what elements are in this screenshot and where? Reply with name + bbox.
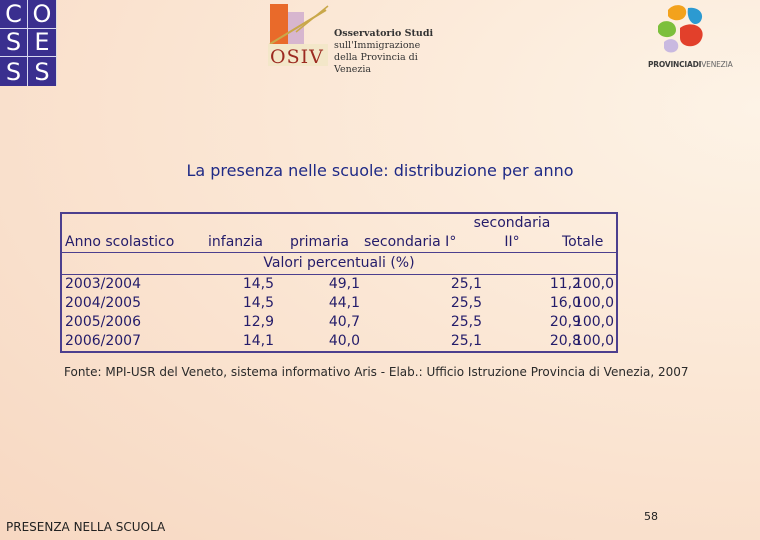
coses-letter: S [0,57,28,86]
cell-anno: 2004/2005 [65,295,141,311]
table-header-row [62,233,616,253]
provincia-emblem-icon [654,2,710,56]
osiv-description: Osservatorio Studi sull'Immigrazione della Provincia di Venezia [334,28,434,75]
coses-logo [0,0,57,86]
header-infanzia: infanzia [208,234,263,250]
provincia-logo [646,2,733,74]
cell-anno: 2003/2004 [65,276,141,292]
table-row [62,332,616,351]
header-anno: Anno scolastico [65,234,175,250]
cell-sec2: 11,2 [549,276,581,292]
osiv-logo [266,2,456,75]
coses-letter: E [28,29,56,58]
cell-primaria: 40,7 [328,314,360,330]
table-unit-row [62,253,616,275]
header-primaria: primaria [290,234,349,250]
footer-label: PRESENZA NELLA SCUOLA [6,520,166,534]
coses-letter: S [0,29,28,58]
cell-infanzia: 14,1 [242,333,274,349]
header-sec1: secondaria I° [364,234,457,250]
unit-label: Valori percentuali (%) [263,255,415,271]
cell-sec2: 16,0 [549,295,581,311]
cell-anno: 2005/2006 [65,314,141,330]
table-body [62,275,616,351]
cell-infanzia: 12,9 [242,314,274,330]
cell-sec1: 25,1 [450,276,482,292]
cell-primaria: 40,0 [328,333,360,349]
cell-sec1: 25,1 [450,333,482,349]
header-sec2-top: secondaria [473,215,551,231]
table-row [62,275,616,294]
osiv-wordmark: OSIV [270,46,324,68]
table-row [62,294,616,313]
cell-totale: 100,0 [573,276,614,292]
cell-totale: 100,0 [573,295,614,311]
source-note: Fonte: MPI-USR del Veneto, sistema informativo Aris - Elab.: Ufficio Istruzione Provincia di Venezia, 2007 [64,365,689,379]
cell-infanzia: 14,5 [242,295,274,311]
provincia-wordmark: PROVINCIADIVENEZIA [648,60,733,69]
page-number: 58 [644,510,658,523]
coses-letter: O [28,0,56,29]
data-table [60,212,618,353]
cell-totale: 100,0 [573,314,614,330]
cell-anno: 2006/2007 [65,333,141,349]
table-row [62,313,616,332]
header-totale: Totale [562,234,604,250]
table-header-row-top [62,214,616,233]
cell-sec2: 20,9 [549,314,581,330]
coses-letter: S [34,57,50,86]
cell-primaria: 44,1 [328,295,360,311]
cell-sec1: 25,5 [450,295,482,311]
cell-totale: 100,0 [573,333,614,349]
cell-sec1: 25,5 [450,314,482,330]
cell-sec2: 20,8 [549,333,581,349]
page-title: La presenza nelle scuole: distribuzione per anno [186,161,574,180]
header-sec2-bottom: II° [504,234,520,250]
coses-letter: C [0,0,28,29]
cell-primaria: 49,1 [328,276,360,292]
cell-infanzia: 14,5 [242,276,274,292]
